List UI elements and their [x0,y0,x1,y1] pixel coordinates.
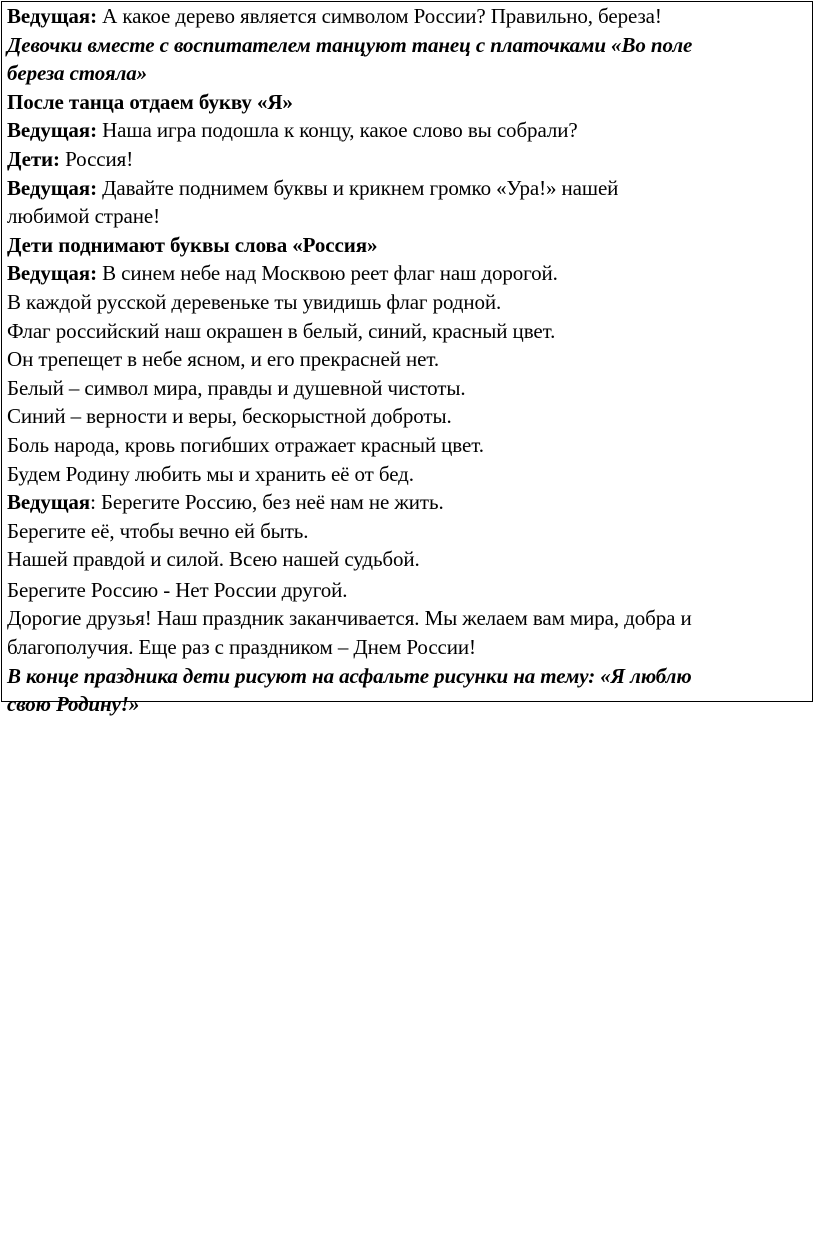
text-line [7,145,808,174]
poem-line: Белый – символ мира, правды и душевной чистоты. [7,375,466,400]
poem-line: Он трепещет в небе ясном, и его прекрасней нет. [7,347,440,372]
poem-line [7,488,808,517]
speaker-label: Ведущая: [7,4,97,28]
poem-line: Будем Родину любить мы и хранить её от бед. [7,461,414,486]
speaker-label: Ведущая: [7,175,97,200]
speaker-label: Ведущая: [7,261,97,286]
speaker-label: Ведущая: [7,118,97,143]
text-line [7,2,808,31]
line-text: Россия! [59,146,134,171]
text-line [7,116,808,145]
stage-direction: В конце праздника дети рисуют на асфальте рисунки на тему: «Я люблю [7,663,692,688]
line-text: В синем небе над Москвою реет флаг наш дорогой. [96,261,558,286]
document-table-cell [1,1,813,717]
speaker-label: Дети: [7,146,60,171]
poem-line: В каждой русской деревеньке ты увидишь флаг родной. [7,289,502,314]
section-heading: После танца отдаем букву «Я» [7,89,293,114]
poem-line: Флаг российский наш окрашен в белый, синий, красный цвет. [7,318,556,343]
poem-line: Синий – верности и веры, бескорыстной доброты. [7,404,452,429]
poem-line: Нашей правдой и силой. Всею нашей судьбой. [7,547,420,572]
speaker-label: Ведущая [7,490,91,515]
line-text: Наша игра подошла к концу, какое слово вы собрали? [96,118,578,143]
stage-direction: береза стояла» [7,61,148,86]
poem-line: Берегите Россию - Нет России другой. [7,577,348,602]
line-text: Давайте поднимем буквы и крикнем громко «Ура!» нашей [96,175,619,200]
poem-line: Берегите её, чтобы вечно ей быть. [7,518,309,543]
text-line: Дорогие друзья! Наш праздник заканчивается. Мы желаем вам мира, добра и [7,606,692,631]
stage-direction: Девочки вместе с воспитателем танцуют танец с платочками «Во поле [7,32,693,57]
text-line: благополучия. Еще раз с праздником – Днем России! [7,635,476,660]
section-heading: Дети поднимают буквы слова «Россия» [7,232,378,257]
line-text: А какое дерево является символом России? Правильно, береза! [96,4,662,28]
stage-direction: свою Родину!» [7,692,140,717]
poem-line [7,259,808,288]
text-line: любимой стране! [7,204,160,229]
text-line [7,174,808,203]
poem-line: Боль народа, кровь погибших отражает красный цвет. [7,432,484,457]
line-text: : Берегите Россию, без неё нам не жить. [90,490,444,515]
